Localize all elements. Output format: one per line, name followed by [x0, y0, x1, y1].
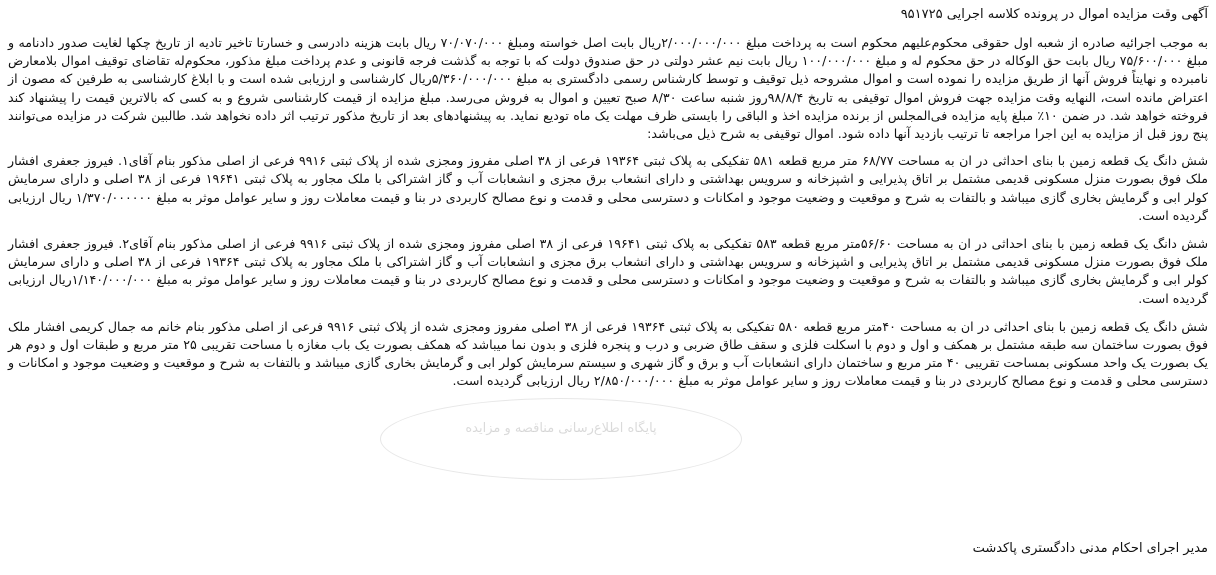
property-item-1: شش دانگ یک قطعه زمین با بنای احداثی در ان به مساحت ۶۸/۷۷ متر مربع قطعه ۵۸۱ تفکیکی به پلاک ثبتی ۱۹۳۶۴ فرعی از ۳۸ اصلی مفروز ومجزی شده از پلاک ثبتی ۹۹۱۶ فرعی از اصلی مذکور بنام آقای۱. فیروز جعفری افشار ملک فوق بصورت منزل مسکونی قدیمی مشتمل بر اتاق پذیرایی و اشپزخانه و سرویس بهداشتی و دارای انشعاب برق مجزی و انشعابات آب و گاز اشتراکی با ملک مجاور به پلاک ثبتی ۱۹۶۴۱ فرعی از ۳۸ اصلی و دارای سرمایش کولر ابی و گرمایش بخاری گازی میباشد و بالتفات به شرح و موقعیت و وضعیت موجود و امکانات و دسترسی محلی و قدمت و نوع مصالح کاربردی در بنا و قیمت معاملات روز و سایر عوامل موثر به مبلغ ۱/۳۷۰/۰۰۰۰۰۰ ریال ارزیابی گردیده است. — [8, 153, 1209, 223]
signature-line: مدیر اجرای احکام مدنی دادگستری پاکدشت — [972, 541, 1208, 556]
watermark-text: پایگاه اطلاع‌رسانی مناقصه و مزایده — [465, 421, 657, 436]
document-title: آگهی وقت مزایده اموال در پرونده کلاسه اجرایی ۹۵۱۷۲۵ — [900, 7, 1208, 22]
property-item-2: شش دانگ یک قطعه زمین با بنای احداثی در ان به مساحت ۵۶/۶۰متر مربع قطعه ۵۸۳ تفکیکی به پلاک ثبتی ۱۹۶۴۱ فرعی از ۳۸ اصلی مفروز ومجزی شده از پلاک ثبتی ۹۹۱۶ فرعی از اصلی مذکور بنام آقای۲. فیروز جعفری افشار ملک فوق بصورت منزل مسکونی قدیمی مشتمل بر اتاق پذیرایی و اشپزخانه و سرویس بهداشتی و دارای انشعاب برق مجزی و انشعابات آب و گاز اشتراکی با ملک مجاور به پلاک ثبتی ۱۹۳۶۴ فرعی از ۳۸ اصلی و دارای سرمایش کولر ابی و گرمایش بخاری گازی میباشد و بالتفات به شرح و موقعیت و وضعیت موجود و امکانات و دسترسی محلی و قدمت و نوع مصالح کاربردی در بنا و قیمت معاملات روز و سایر عوامل موثر به مبلغ ۱/۱۴۰/۰۰۰/۰۰۰ریال ارزیابی گردیده است. — [8, 236, 1208, 306]
property-item-3: شش دانگ یک قطعه زمین با بنای احداثی در ان به مساحت ۴۰متر مربع قطعه ۵۸۰ تفکیکی به پلاک ثبتی ۱۹۳۶۴ فرعی از ۳۸ اصلی مفروز ومجزی شده از پلاک ثبتی ۹۹۱۶ فرعی از اصلی مذکور بنام خانم مه جمال کریمی افشار ملک فوق بصورت ساختمان سه طبقه مشتمل بر همکف و اول و دوم با اسکلت فلزی و سقف طاق ضربی و درب و پنجره فلزی و بدون نما میباشد که همکف بصورت یک باب مغازه با مساحت تقریبی ۲۵ متر مربع و طبقات اول و دوم هر یک بصورت یک واحد مسکونی بمساحت تقریبی ۴۰ متر مربع و ساختمان دارای انشعابات آب و برق و گاز شهری و سیستم سرمایش کولر ابی و گرمایش بخاری گازی میباشد و بالتفات به شرح و موقعیت و وضعیت موجود و امکانات و دسترسی محلی و قدمت و نوع مصالح کاربردی در بنا و قیمت معاملات روز و سایر عوامل موثر به مبلغ ۲/۸۵۰/۰۰۰/۰۰۰ ریال ارزیابی گردیده است. — [8, 318, 1208, 389]
intro-paragraph: به موجب اجرائیه صادره از شعبه اول حقوقی محکوم‌علیهم محکوم است به پرداخت مبلغ ۲/۰۰۰/۰۰۰/۰۰۰ریال بابت اصل خواسته ومبلغ ۷۰/۰۷۰/۰۰۰ ریال بابت هزینه دادرسی و خسارتا تاخیر تادیه از تاریخ چکها لغایت صدور دادنامه و مبلغ ۷۵/۶۰۰/۰۰۰ ریال بابت حق الوکاله در حق محکوم له و مبلغ ۱۰۰/۰۰۰/۰۰۰ ریال بابت نیم عشر دولتی در حق صندوق دولت که با توجه به گذشت فرجه قانونی و عدم پرداخت مبلغ مذکور، محکوم‌له تقاضای توقیف اموال بلامعارض نامبرده و نهایتاً فروش آنها از طریق مزایده را نموده است و اموال مشروحه ذیل توقیف و توسط کارشناس رسمی دادگستری به مبلغ ۵/۳۶۰/۰۰۰/۰۰۰ریال کارشناسی و ارزیابی شده است و با ابلاغ کارشناسی به طرفین که مصون از اعتراض مانده است، النهایه وقت مزایده جهت فروش اموال توقیفی به تاریخ ۹۸/۸/۴روز شنبه ساعت ۸/۳۰ صبح تعیین و اموال به فروش می‌رسد. مبلغ مزایده از قیمت کارشناسی شروع و به کسی که بالاترین قیمت را پیشنهاد کند فروخته خواهد شد. در ضمن ۱۰٪ مبلغ پایه مزایده فی‌المجلس از برنده مزایده اخذ و الباقی را بایستی ظرف مهلت یک ماه تودیع نماید. به پیشنهادهای بعد از تاریخ مذکور ترتیب اثر داده نخواهد شد. طالبین شرکت در مزایده می‌توانند پنج روز قبل از مزایده به این اجرا مراجعه تا ترتیب بازدید آنها داده شود. اموال توقیفی به شرح ذیل می‌باشد: — [8, 35, 1209, 142]
